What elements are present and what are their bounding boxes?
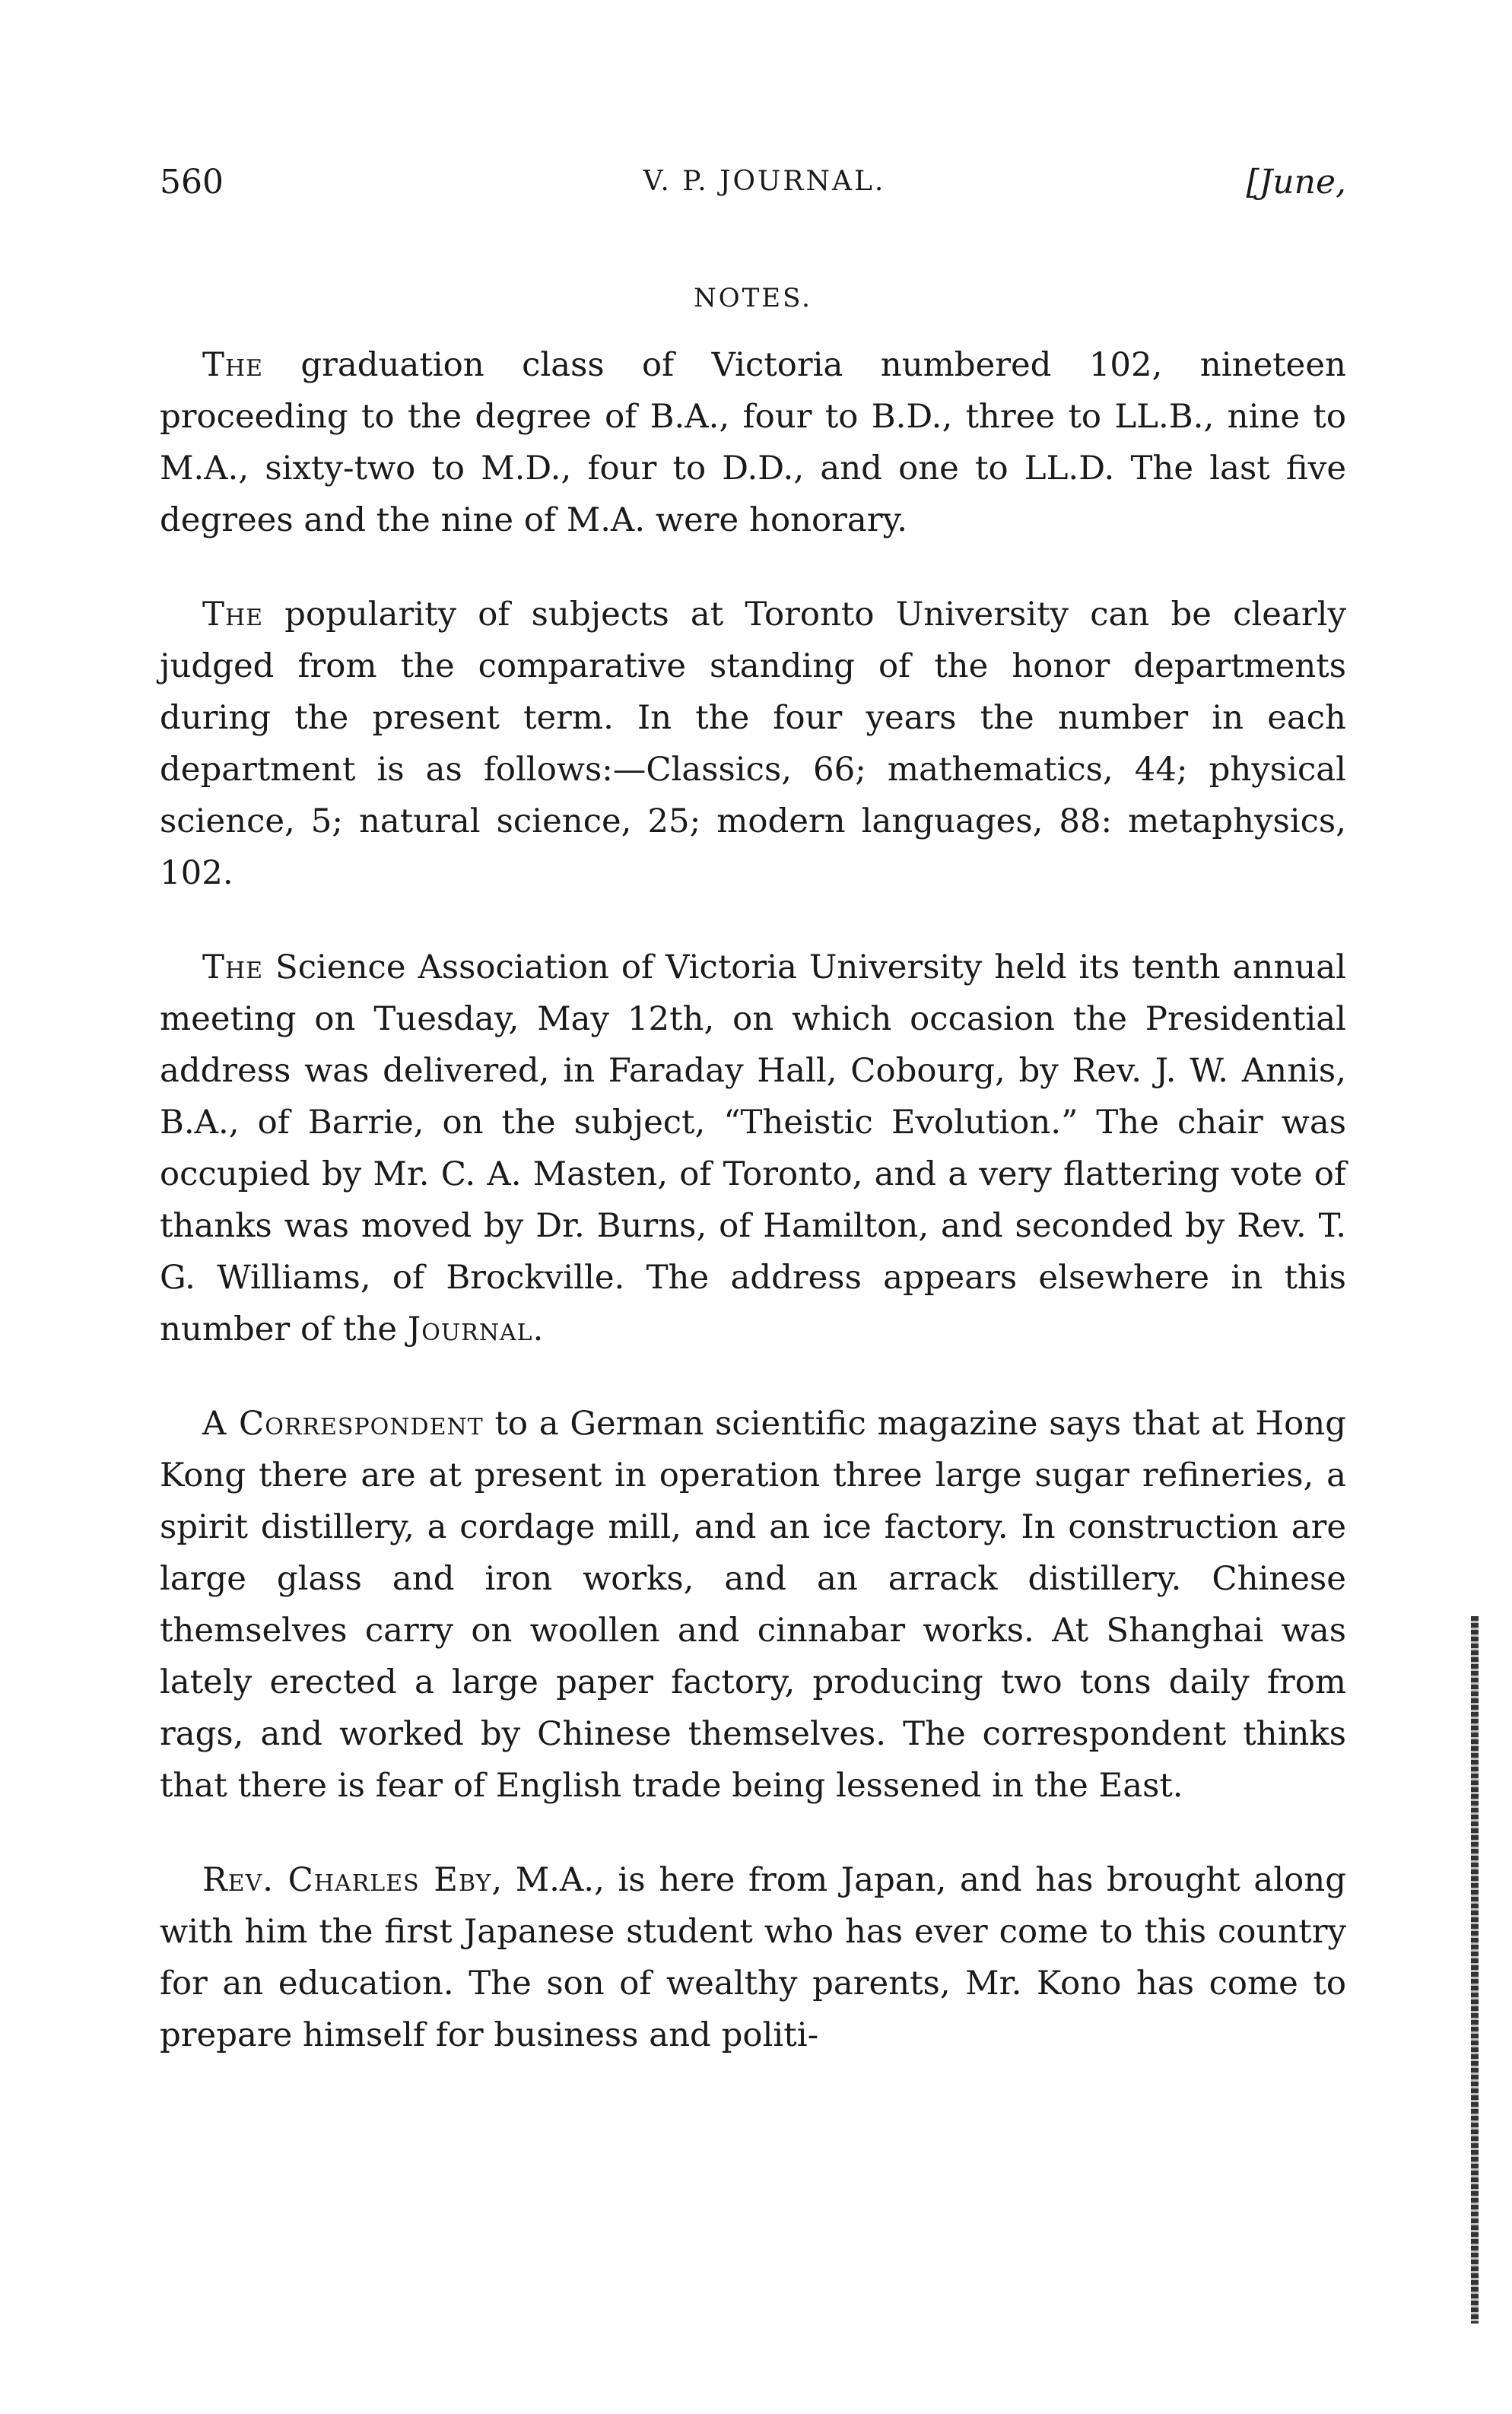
note-text: Science Association of Victoria University held its tenth annual meeting on Tuesday, May 12th, on which occasion the Presidential address was delivered, in Faraday Hall, Cobourg, by Rev. J. W. Annis, B.A., of Barrie, on the subject, “Theistic Evolution.” The chair was occupied by Mr. C. A. Masten, of Toronto, and a very flattering vote of thanks was moved by Dr. Burns, of Hamilton, and seconded by Rev. T. G. Williams, of Brockville. The address appears elsewhere in this number of the — [160, 948, 1346, 1348]
note-lead: The — [202, 346, 264, 384]
note-text-end: . — [532, 1310, 544, 1348]
note-hong-kong — [160, 1398, 1346, 1812]
page-number: 560 — [160, 163, 224, 202]
running-header — [160, 163, 1346, 208]
note-text: popularity of subjects at Toronto University can be clearly judged from the comparative standing of the honor departments during the present term. In the four years the number in each department is as follows:—Classics, 66; mathematics, 44; physical science, 5; natural science, 25; modern languages, 88: metaphysics, 102. — [160, 596, 1346, 892]
note-text: to a German scientific magazine says that at Hong Kong there are at present in operation three large sugar refineries, a spirit distillery, a cordage mill, and an ice factory. In construction are large glass and iron works, and an arrack distillery. Chinese themselves carry on woollen and cinnabar works. At Shanghai was lately erected a large paper factory, producing two tons daily from rags, and worked by Chinese themselves. The correspondent thinks that there is fear of English trade being lessened in the East. — [160, 1405, 1346, 1805]
note-text: , M.A., is here from Japan, and has brought along with him the first Japanese student who has ever come to this country for an education. The son of wealthy parents, Mr. Kono has come to prepare himself for business and politi- — [160, 1861, 1346, 2054]
notes-body — [160, 339, 1346, 2104]
note-graduation — [160, 339, 1346, 546]
section-heading: NOTES. — [693, 283, 812, 313]
note-toronto-popularity — [160, 589, 1346, 899]
journal-name: Journal — [407, 1310, 533, 1348]
note-science-association — [160, 942, 1346, 1355]
note-lead: The — [202, 948, 264, 986]
note-charles-eby — [160, 1854, 1346, 2061]
running-title: V. P. JOURNAL. — [643, 166, 886, 197]
header-date: [June, — [1246, 163, 1346, 202]
note-text: graduation class of Victoria numbered 102, nineteen proceeding to the degree of B.A., four to B.D., three to LL.B., nine to M.A., sixty-two to M.D., four to D.D., and one to LL.D. The last five degrees and the nine of M.A. were honorary. — [160, 346, 1346, 539]
note-lead: Rev. Charles Eby — [202, 1861, 492, 1899]
note-lead: A Correspondent — [202, 1405, 484, 1443]
margin-scan-edge — [1471, 1616, 1479, 2323]
note-lead: The — [202, 596, 264, 634]
